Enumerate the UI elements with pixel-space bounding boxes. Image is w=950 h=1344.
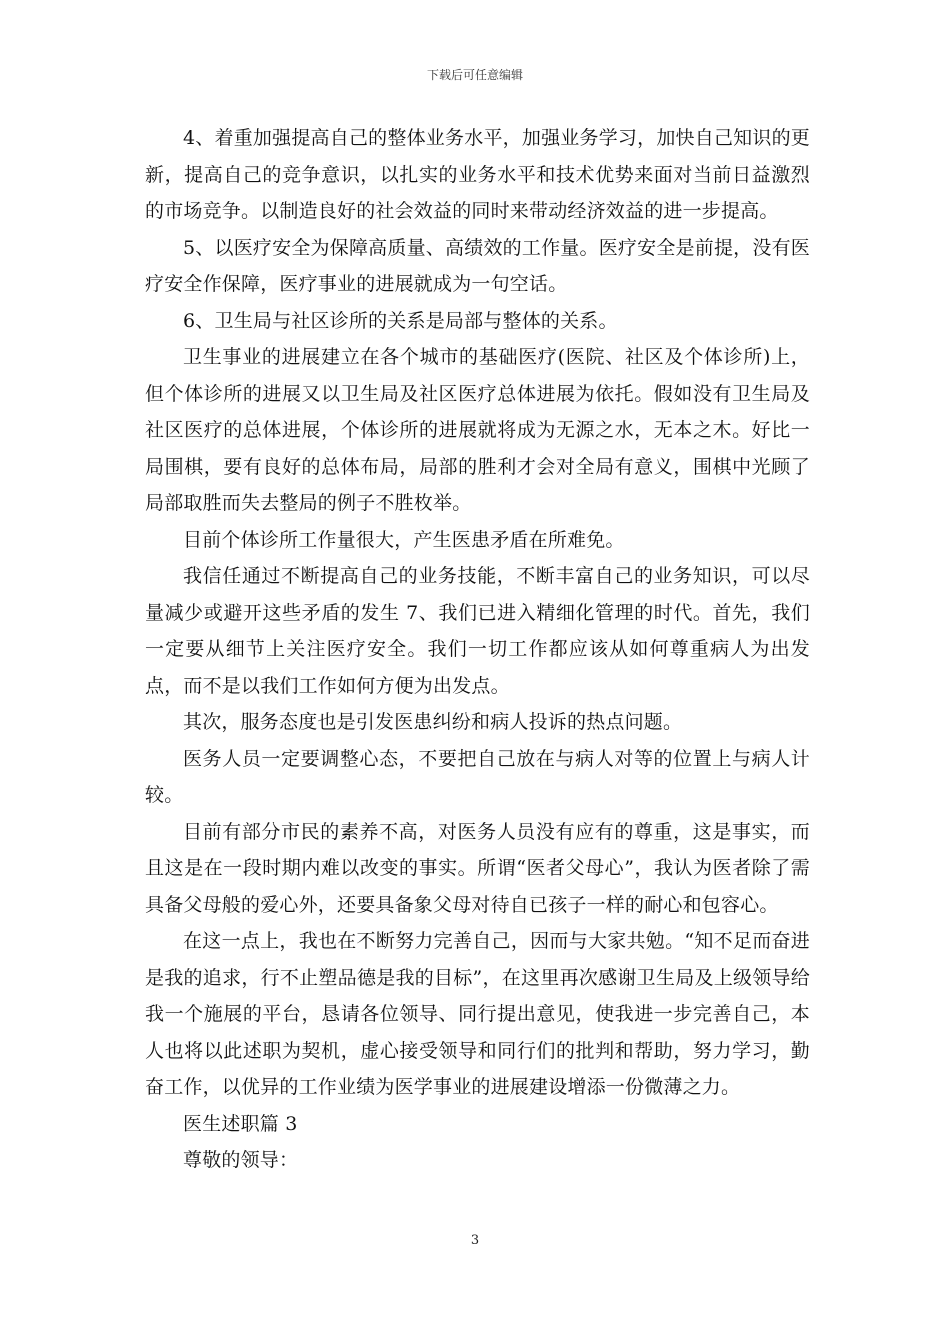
paragraph-adjust-mindset: 医务人员一定要调整心态，不要把自己放在与病人对等的位置上与病人计较。	[145, 747, 810, 806]
paragraph-item-4: 4、着重加强提高自己的整体业务水平，加强业务学习，加快自己知识的更新，提高自己的竞争意识，以扎实的业务水平和技术优势来面对当前日益激烈的市场竞争。以制造良好的社会效益的同时来带动经济效益的进一步提高。	[145, 127, 810, 222]
section-heading: 医生述职篇 3	[183, 1112, 298, 1135]
paragraph-item-5: 5、以医疗安全为保障高质量、高绩效的工作量。医疗安全是前提，没有医疗安全作保障，医疗事业的进展就成为一句空话。	[145, 236, 810, 295]
paragraph-service-attitude: 其次，服务态度也是引发医患纠纷和病人投诉的热点问题。	[183, 711, 683, 733]
page-number: 3	[470, 1233, 480, 1248]
paragraph-health-development: 卫生事业的进展建立在各个城市的基础医疗(医院、社区及个体诊所)上，但个体诊所的进展又以卫生局及社区医疗总体进展为依托。假如没有卫生局及社区医疗的总体进展，个体诊所的进展就将成为无源之水，无本之木。好比一局围棋，要有良好的总体布局，局部的胜利才会对全局有意义，围棋中光顾了局部取胜而失去整局的例子不胜枚举。	[145, 346, 810, 514]
salutation: 尊敬的领导：	[183, 1149, 299, 1171]
page-header: 下载后可任意编辑	[426, 68, 523, 82]
paragraph-refined-management: 我信任通过不断提高自己的业务技能，不断丰富自己的业务知识，可以尽量减少或避开这些矛盾的发生 7、我们已进入精细化管理的时代。首先，我们一定要从细节上关注医疗安全。我们一切工作都应该从如何尊重病人为出发点，而不是以我们工作如何方便为出发点。	[145, 565, 810, 697]
paragraph-clinic-workload: 目前个体诊所工作量很大，产生医患矛盾在所难免。	[183, 528, 625, 551]
paragraph-item-6: 6、卫生局与社区诊所的关系是局部与整体的关系。	[183, 309, 618, 332]
document-body	[145, 120, 810, 1179]
paragraph-closing: 在这一点上，我也在不断努力完善自己，因而与大家共勉。“知不足而奋进是我的追求，行不止塑品德是我的目标”，在这里再次感谢卫生局及上级领导给我一个施展的平台，恳请各位领导、同行提出意见，使我进一步完善自己，本人也将以此述职为契机，虚心接受领导和同行们的批判和帮助，努力学习，勤奋工作，以优异的工作业绩为医学事业的进展建设增添一份微薄之力。	[145, 930, 810, 1098]
paragraph-respect: 目前有部分市民的素养不高，对医务人员没有应有的尊重，这是事实，而且这是在一段时期内难以改变的事实。所谓“医者父母心”，我认为医者除了需具备父母般的爱心外，还要具备象父母对待自已孩子一样的耐心和包容心。	[145, 820, 810, 916]
